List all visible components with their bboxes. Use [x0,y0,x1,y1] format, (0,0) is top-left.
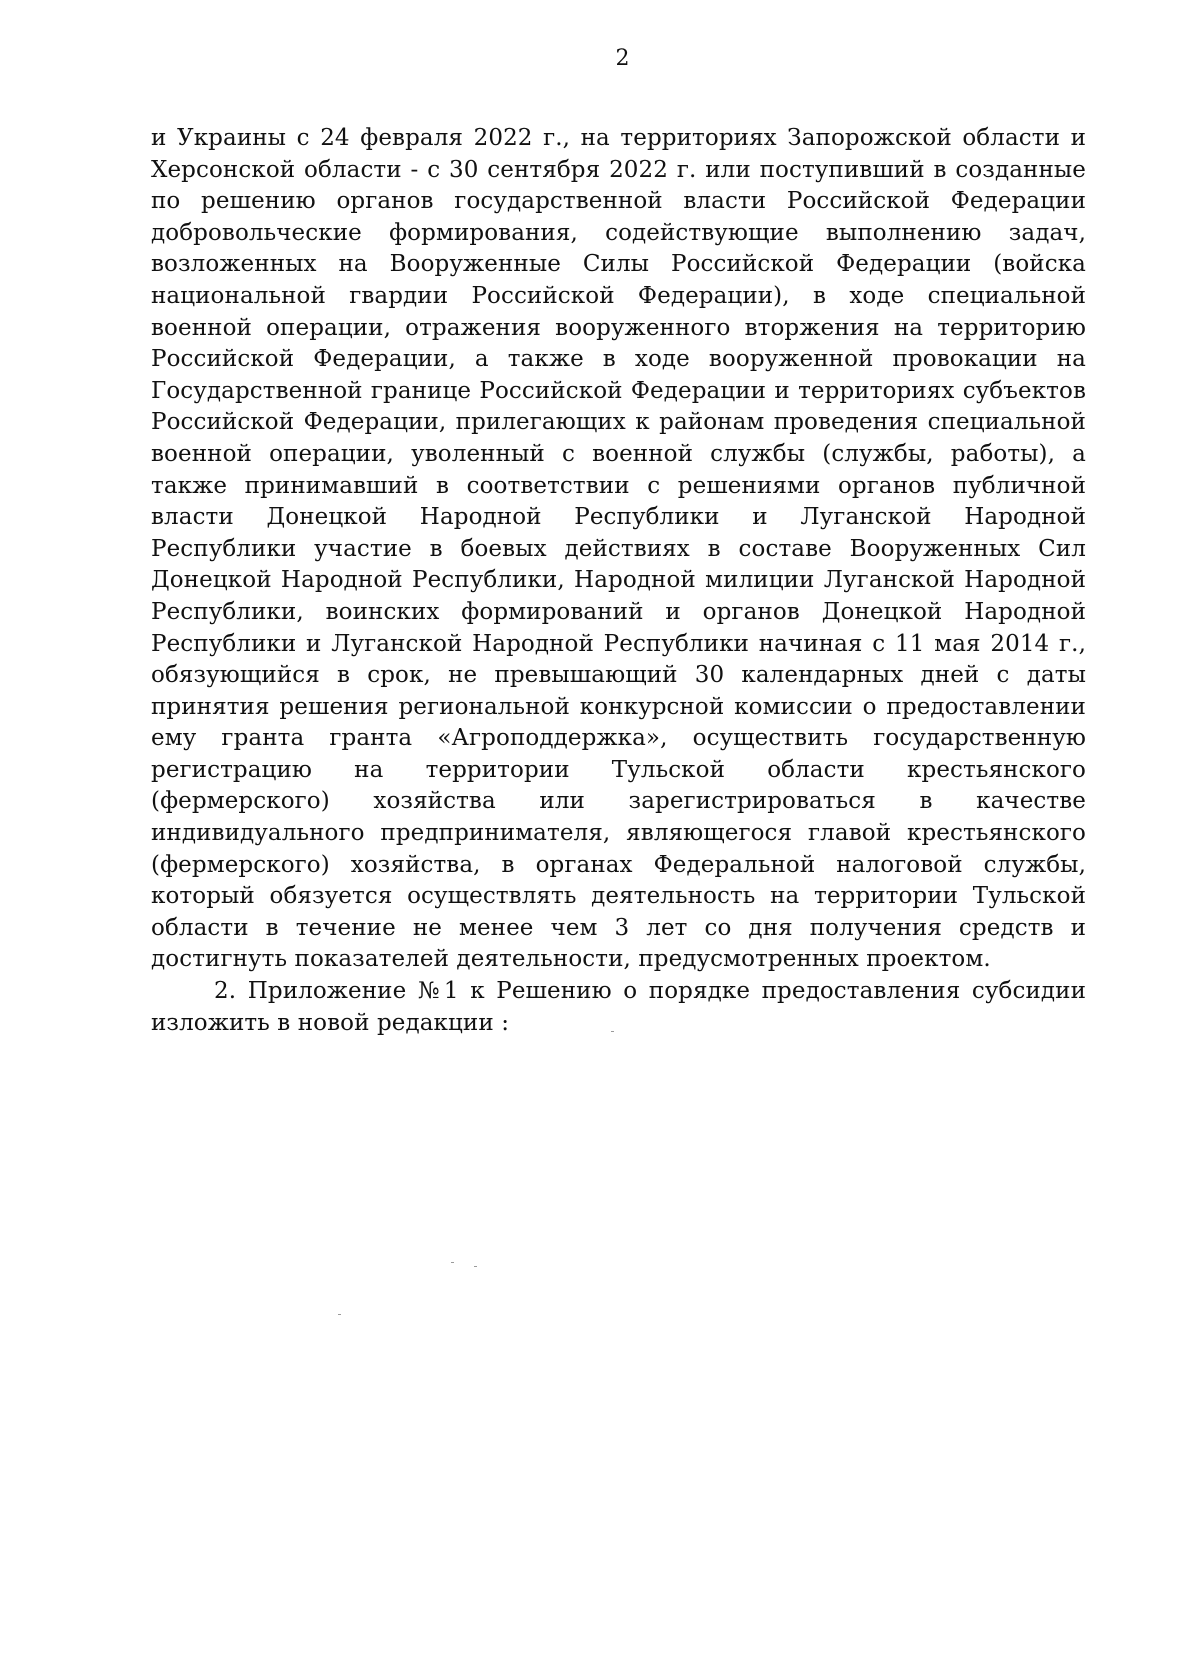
document-body [151,123,1086,1039]
scan-speck [451,1262,454,1263]
scan-speck [611,1031,614,1032]
scan-speck [474,1266,477,1267]
page-number: 2 [615,46,630,71]
paragraph-continuation: и Украины с 24 февраля 2022 г., на территориях Запорожской области и Херсонской области - с 30 сентября 2022 г. или поступивший в созданные по решению органов государственной власти Российской Федерации добровольческие формирования, содействующие выполнению задач, возложенных на Вооруженные Силы Российской Федерации (войска национальной гвардии Российской Федерации), в ходе специальной военной операции, отражения вооруженного вторжения на территорию Российской Федерации, а также в ходе вооруженной провокации на Государственной границе Российской Федерации и территориях субъектов Российской Федерации, прилегающих к районам проведения специальной военной операции, уволенный с военной службы (службы, работы), а также принимавший в соответствии с решениями органов публичной власти Донецкой Народной Республики и Луганской Народной Республики участие в боевых действиях в составе Вооруженных Сил Донецкой Народной Республики, Народной милиции Луганской Народной Республики, воинских формирований и органов Донецкой Народной Республики и Луганской Народной Республики начиная с 11 мая 2014 г., обязующийся в срок, не превышающий 30 календарных дней с даты принятия решения региональной конкурсной комиссии о предоставлении ему гранта гранта «Агроподдержка», осуществить государственную регистрацию на территории Тульской области крестьянского (фермерского) хозяйства или зарегистрироваться в качестве индивидуального предпринимателя, являющегося главой крестьянского (фермерского) хозяйства, в органах Федеральной налоговой службы, который обязуется осуществлять деятельность на территории Тульской области в течение не менее чем 3 лет со дня получения средств и достигнуть показателей деятельности, предусмотренных проектом. [151,125,1086,973]
paragraph-item-2: 2. Приложение №1 к Решению о порядке предоставления субсидии изложить в новой редакции : [151,978,1086,1036]
scan-speck [338,1314,341,1315]
